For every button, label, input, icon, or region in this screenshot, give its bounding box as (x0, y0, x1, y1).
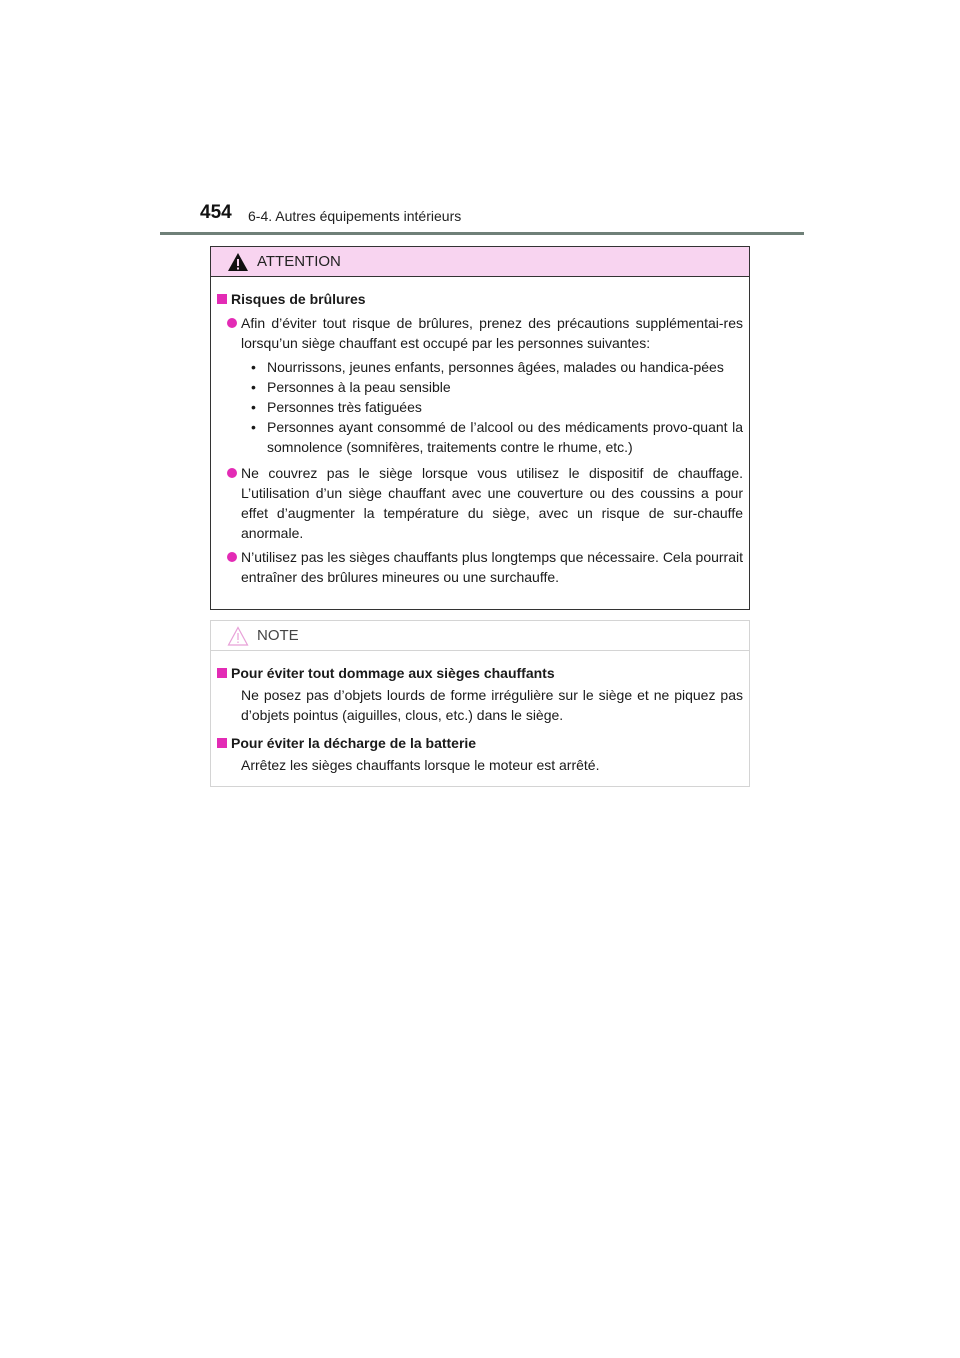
note-title-bar (211, 621, 749, 651)
attention-heading (217, 289, 743, 309)
list-item: • Nourrissons, jeunes enfants, personnes âgées, malades ou handica-pées (251, 359, 724, 375)
attention-item-text: Ne couvrez pas le siège lorsque vous utilisez le dispositif de chauffage. L’utilisation d’un siège chauffant avec une couverture ou des coussins a pour effet d’augmenter la température du siège, avec un risque de sur-chauffe anormale. (241, 465, 743, 541)
page-header (200, 202, 800, 230)
dot-bullet-icon: • (251, 419, 256, 435)
page-number: 454 (200, 202, 232, 223)
attention-item (227, 463, 743, 543)
warning-outline-icon (227, 626, 249, 646)
attention-heading-text: Risques de brûlures (231, 291, 366, 307)
note-text: Arrêtez les sièges chauffants lorsque le moteur est arrêté. (241, 757, 600, 773)
attention-item (227, 313, 743, 459)
note-body (211, 651, 749, 775)
list-item: • Personnes très fatiguées (251, 399, 422, 415)
attention-body (211, 277, 749, 587)
list-item: • Personnes à la peau sensible (251, 379, 451, 395)
attention-title-bar (211, 247, 749, 277)
note-title: NOTE (257, 627, 299, 644)
dot-bullet-icon: • (251, 399, 256, 415)
dot-bullet-icon: • (251, 359, 256, 375)
square-bullet-icon (217, 668, 227, 678)
circle-bullet-icon (227, 552, 237, 562)
note-heading: Pour éviter la décharge de la batterie (217, 733, 743, 753)
attention-item (227, 547, 743, 587)
note-heading: Pour éviter tout dommage aux sièges chauffants (217, 663, 743, 683)
circle-bullet-icon (227, 318, 237, 328)
attention-title: ATTENTION (257, 253, 341, 270)
note-box (210, 620, 750, 787)
header-rule (160, 232, 804, 235)
warning-filled-icon (227, 252, 249, 272)
square-bullet-icon (217, 738, 227, 748)
square-bullet-icon (217, 294, 227, 304)
attention-item-text: N’utilisez pas les sièges chauffants plus longtemps que nécessaire. Cela pourrait entraîner des brûlures mineures ou une surchauffe. (241, 549, 743, 585)
section-title: 6-4. Autres équipements intérieurs (248, 208, 462, 224)
attention-item-text: Afin d’éviter tout risque de brûlures, prenez des précautions supplémentai-res lorsqu’un siège chauffant est occupé par les personnes suivantes: (241, 315, 743, 351)
note-text: Ne posez pas d’objets lourds de forme irrégulière sur le siège et ne piquez pas d’objets pointus (aiguilles, clous, etc.) dans le siège. (241, 687, 743, 723)
person-list (251, 357, 743, 457)
attention-box (210, 246, 750, 610)
list-item: • Personnes ayant consommé de l’alcool ou des médicaments provo-quant la somnolence (somnifères, traitements contre le rhume, etc.) (251, 419, 743, 455)
circle-bullet-icon (227, 468, 237, 478)
dot-bullet-icon: • (251, 379, 256, 395)
